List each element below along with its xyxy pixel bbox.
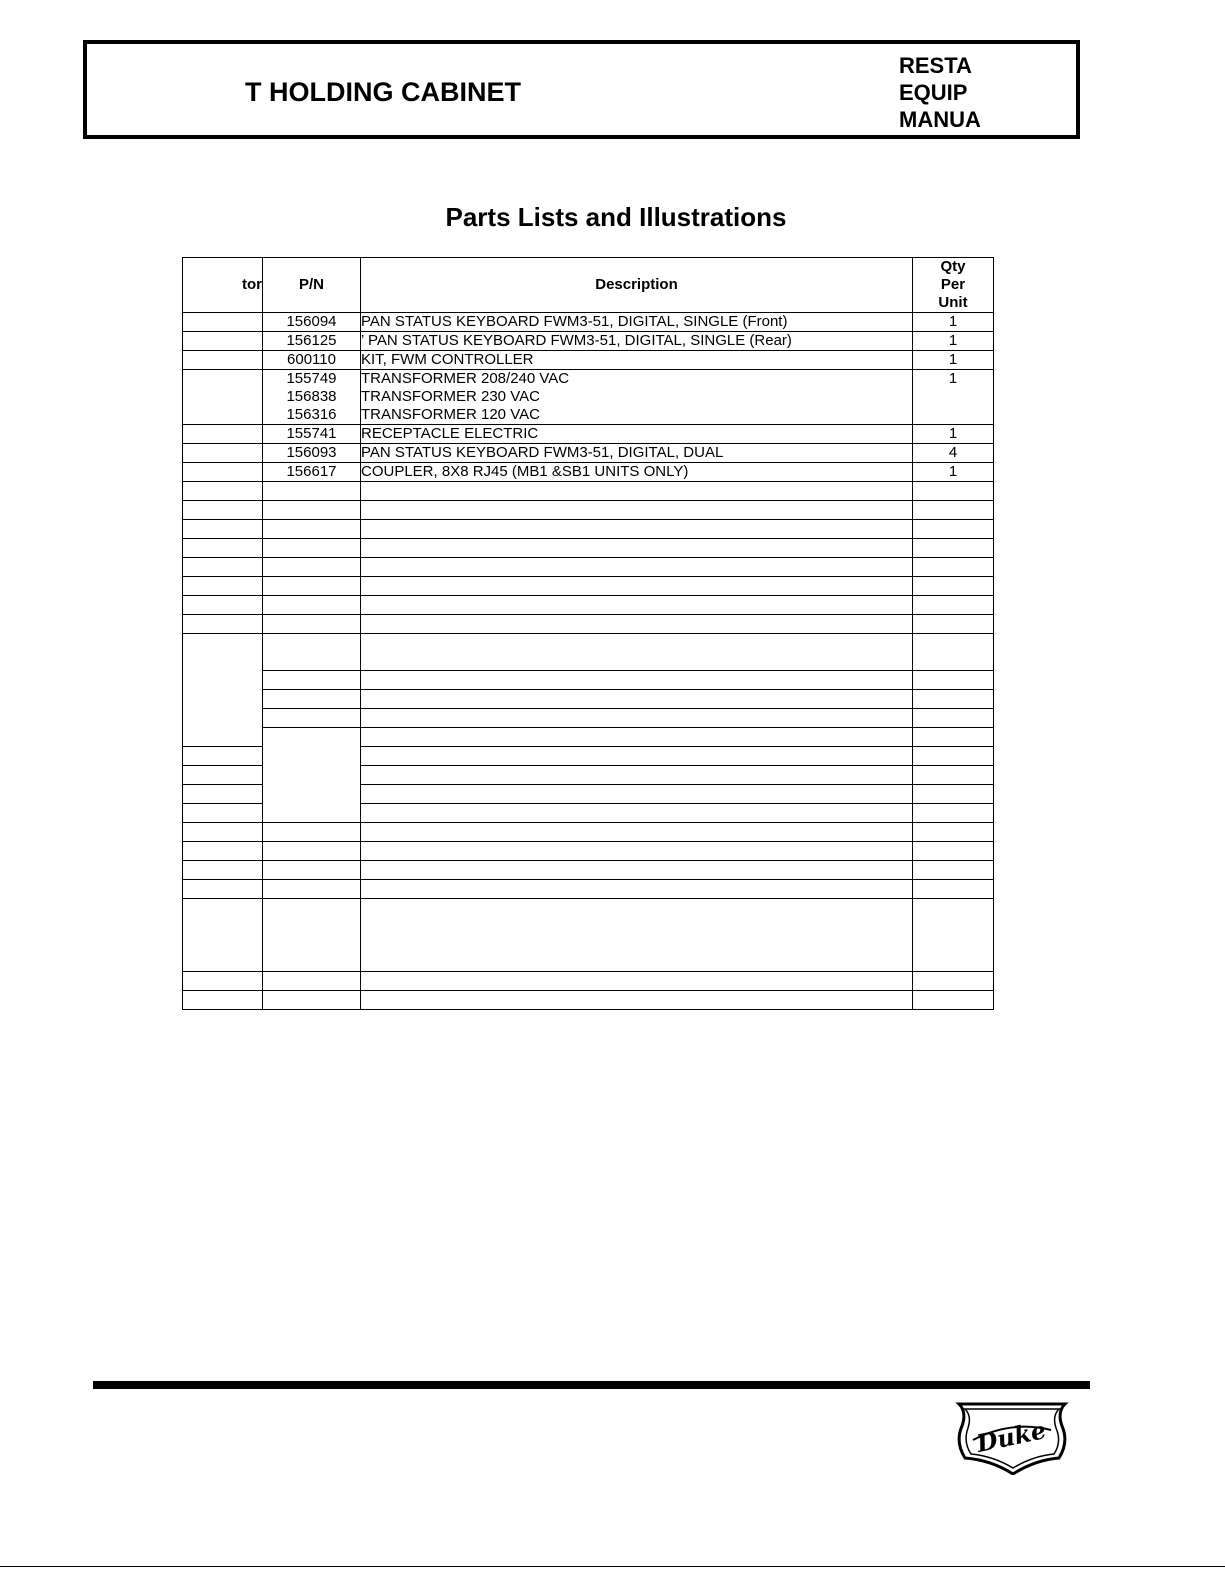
description-cell (361, 539, 913, 558)
description-cell (361, 690, 913, 709)
description-cell (361, 634, 913, 671)
description-cell (361, 463, 913, 482)
part-number-cell (263, 501, 361, 520)
empty-table-row (183, 558, 994, 577)
qty-cell (913, 991, 994, 1010)
part-number-cell (263, 842, 361, 861)
part-number: 155749 (286, 370, 337, 387)
part-qty: 1 (948, 351, 958, 368)
part-number-cell (263, 577, 361, 596)
qty-cell (913, 823, 994, 842)
part-description: PAN STATUS KEYBOARD FWM3-51, DIGITAL, SINGLE (Front) (361, 313, 788, 330)
part-number: 156316 (286, 406, 337, 423)
description-cell (361, 558, 913, 577)
part-number-cell (263, 709, 361, 728)
qty-cell (913, 313, 994, 332)
qty-cell (913, 861, 994, 880)
qty-cell (913, 671, 994, 690)
part-number-cell (263, 823, 361, 842)
indicator-cell (183, 463, 263, 482)
indicator-cell (183, 313, 263, 332)
part-number-cell (263, 880, 361, 899)
table-row (183, 425, 994, 444)
qty-cell (913, 558, 994, 577)
header-right-line: EQUIP (899, 80, 968, 105)
description-cell (361, 766, 913, 785)
indicator-cell (183, 861, 263, 880)
part-description: TRANSFORMER 208/240 VAC (361, 370, 570, 387)
description-cell (361, 520, 913, 539)
qty-header-line: Per (940, 276, 966, 293)
part-qty: 1 (948, 332, 958, 349)
part-number-cell (183, 785, 263, 804)
table-row (183, 463, 994, 482)
empty-table-row (183, 709, 994, 728)
empty-table-row (183, 501, 994, 520)
part-number: 600110 (287, 351, 336, 368)
description-cell (361, 709, 913, 728)
logo-text: Duke (973, 1415, 1049, 1459)
table-header-row (183, 258, 994, 313)
part-number-cell (263, 444, 361, 463)
part-number-cell (263, 671, 361, 690)
indicator-cell (183, 596, 263, 615)
part-number-cell (183, 766, 263, 785)
column-header-indicator: tor (183, 258, 263, 313)
part-description: COUPLER, 8X8 RJ45 (MB1 &SB1 UNITS ONLY) (361, 463, 689, 480)
part-qty: 1 (948, 313, 958, 330)
empty-table-row (183, 972, 994, 991)
qty-cell (913, 747, 994, 766)
part-number-cell (263, 482, 361, 501)
description-cell (361, 861, 913, 880)
indicator-cell (183, 972, 263, 991)
table-row (183, 444, 994, 463)
indicator-cell (183, 539, 263, 558)
empty-table-row (183, 577, 994, 596)
table-row (183, 332, 994, 351)
description-cell (361, 332, 913, 351)
parts-table-body (183, 313, 994, 1010)
part-number-cell (263, 899, 361, 972)
qty-header-line: Unit (938, 294, 968, 311)
part-number: 156125 (286, 332, 337, 349)
empty-table-row (183, 634, 994, 671)
part-number-cell (263, 558, 361, 577)
description-cell (913, 728, 994, 747)
empty-table-row (183, 690, 994, 709)
description-cell (361, 501, 913, 520)
part-description: KIT, FWM CONTROLLER (361, 351, 534, 368)
part-qty: 1 (948, 425, 958, 442)
document-title: T HOLDING CABINET (245, 77, 521, 107)
indicator-cell (183, 332, 263, 351)
description-cell (361, 425, 913, 444)
description-cell (361, 880, 913, 899)
indicator-cell (183, 501, 263, 520)
qty-cell (913, 577, 994, 596)
qty-cell (913, 370, 994, 425)
indicator-cell (183, 991, 263, 1010)
indicator-cell (183, 482, 263, 501)
indicator-cell (183, 577, 263, 596)
part-number: 155741 (286, 425, 337, 442)
part-number-cell (263, 539, 361, 558)
description-cell (361, 899, 913, 972)
part-description: PAN STATUS KEYBOARD FWM3-51, DIGITAL, DUAL (361, 444, 724, 461)
part-number-cell (263, 351, 361, 370)
description-cell (361, 482, 913, 501)
indicator-cell (183, 425, 263, 444)
header-right-line: RESTA (899, 53, 972, 78)
part-number-cell (263, 615, 361, 634)
description-cell (361, 313, 913, 332)
empty-table-row (183, 482, 994, 501)
part-number-cell (263, 972, 361, 991)
part-description: TRANSFORMER 120 VAC (361, 406, 540, 423)
part-number-cell (361, 728, 913, 747)
qty-cell (913, 766, 994, 785)
part-number-cell (263, 596, 361, 615)
part-number-cell (263, 463, 361, 482)
qty-cell (913, 425, 994, 444)
qty-cell (913, 332, 994, 351)
indicator-cell (183, 370, 263, 425)
part-qty: 1 (948, 463, 958, 480)
description-cell (361, 823, 913, 842)
part-number: 156093 (286, 444, 337, 461)
indicator-cell (183, 823, 263, 842)
description-cell (361, 842, 913, 861)
parts-table (182, 257, 994, 1010)
description-cell (361, 596, 913, 615)
part-number-cell (263, 861, 361, 880)
qty-cell (913, 972, 994, 991)
column-header-pn: P/N (263, 258, 361, 313)
indicator-cell (183, 444, 263, 463)
qty-cell (913, 444, 994, 463)
empty-table-row (183, 520, 994, 539)
description-cell (361, 785, 913, 804)
part-number-cell (183, 804, 263, 823)
page-title: Parts Lists and Illustrations (445, 202, 787, 232)
description-cell (361, 351, 913, 370)
indicator-cell (183, 880, 263, 899)
part-qty: 4 (948, 444, 958, 461)
part-number-cell (263, 991, 361, 1010)
qty-cell (913, 520, 994, 539)
indicator-cell (263, 728, 361, 823)
indicator-cell (183, 615, 263, 634)
description-cell (361, 671, 913, 690)
qty-header-line: Qty (940, 258, 966, 275)
header-box (83, 40, 1080, 139)
indicator-cell (183, 842, 263, 861)
description-cell (361, 804, 913, 823)
empty-table-row (183, 880, 994, 899)
indicator-cell (183, 520, 263, 539)
empty-table-row (183, 671, 994, 690)
qty-cell (913, 690, 994, 709)
part-number-cell (263, 520, 361, 539)
part-qty: 1 (948, 370, 958, 387)
page-edge-line (0, 1566, 1225, 1567)
part-number-cell (263, 332, 361, 351)
qty-cell (913, 615, 994, 634)
header-right-line: MANUA (899, 107, 981, 132)
qty-cell (913, 463, 994, 482)
empty-table-row (183, 842, 994, 861)
header-right-block (899, 52, 981, 133)
footer-rule (93, 1381, 1090, 1389)
description-cell (361, 991, 913, 1010)
indicator-cell (183, 558, 263, 577)
part-number-cell (263, 313, 361, 332)
description-cell (361, 747, 913, 766)
qty-cell (913, 539, 994, 558)
description-cell (361, 972, 913, 991)
qty-cell (913, 880, 994, 899)
part-description: ’ PAN STATUS KEYBOARD FWM3-51, DIGITAL, SINGLE (Rear) (361, 332, 792, 349)
qty-cell (913, 351, 994, 370)
description-cell (361, 444, 913, 463)
part-number: 156094 (286, 313, 337, 330)
qty-cell (913, 899, 994, 972)
part-description: TRANSFORMER 230 VAC (361, 388, 540, 405)
part-number: 156617 (286, 463, 337, 480)
description-cell (361, 370, 913, 425)
part-number: 156838 (286, 388, 337, 405)
empty-table-row (183, 615, 994, 634)
table-row (183, 351, 994, 370)
description-cell (361, 615, 913, 634)
table-row (183, 313, 994, 332)
qty-cell (913, 501, 994, 520)
empty-table-row (183, 728, 994, 747)
empty-table-row (183, 861, 994, 880)
part-number-cell (263, 370, 361, 425)
qty-cell (913, 634, 994, 671)
qty-cell (913, 804, 994, 823)
qty-cell (913, 596, 994, 615)
column-header-qty (913, 258, 994, 313)
empty-table-row (183, 539, 994, 558)
part-number-cell (263, 425, 361, 444)
part-number-cell (263, 634, 361, 671)
table-row (183, 370, 994, 425)
empty-table-row (183, 823, 994, 842)
qty-cell (913, 842, 994, 861)
part-description: RECEPTACLE ELECTRIC (361, 425, 539, 442)
qty-cell (913, 482, 994, 501)
indicator-cell (183, 899, 263, 972)
part-number-cell (183, 747, 263, 766)
indicator-cell (183, 351, 263, 370)
column-header-description: Description (361, 258, 913, 313)
empty-table-row (183, 991, 994, 1010)
qty-cell (913, 785, 994, 804)
duke-logo (951, 1400, 1073, 1475)
description-cell (361, 577, 913, 596)
empty-table-row (183, 596, 994, 615)
qty-cell (913, 709, 994, 728)
empty-table-row (183, 899, 994, 972)
part-number-cell (263, 690, 361, 709)
indicator-cell (183, 634, 263, 747)
